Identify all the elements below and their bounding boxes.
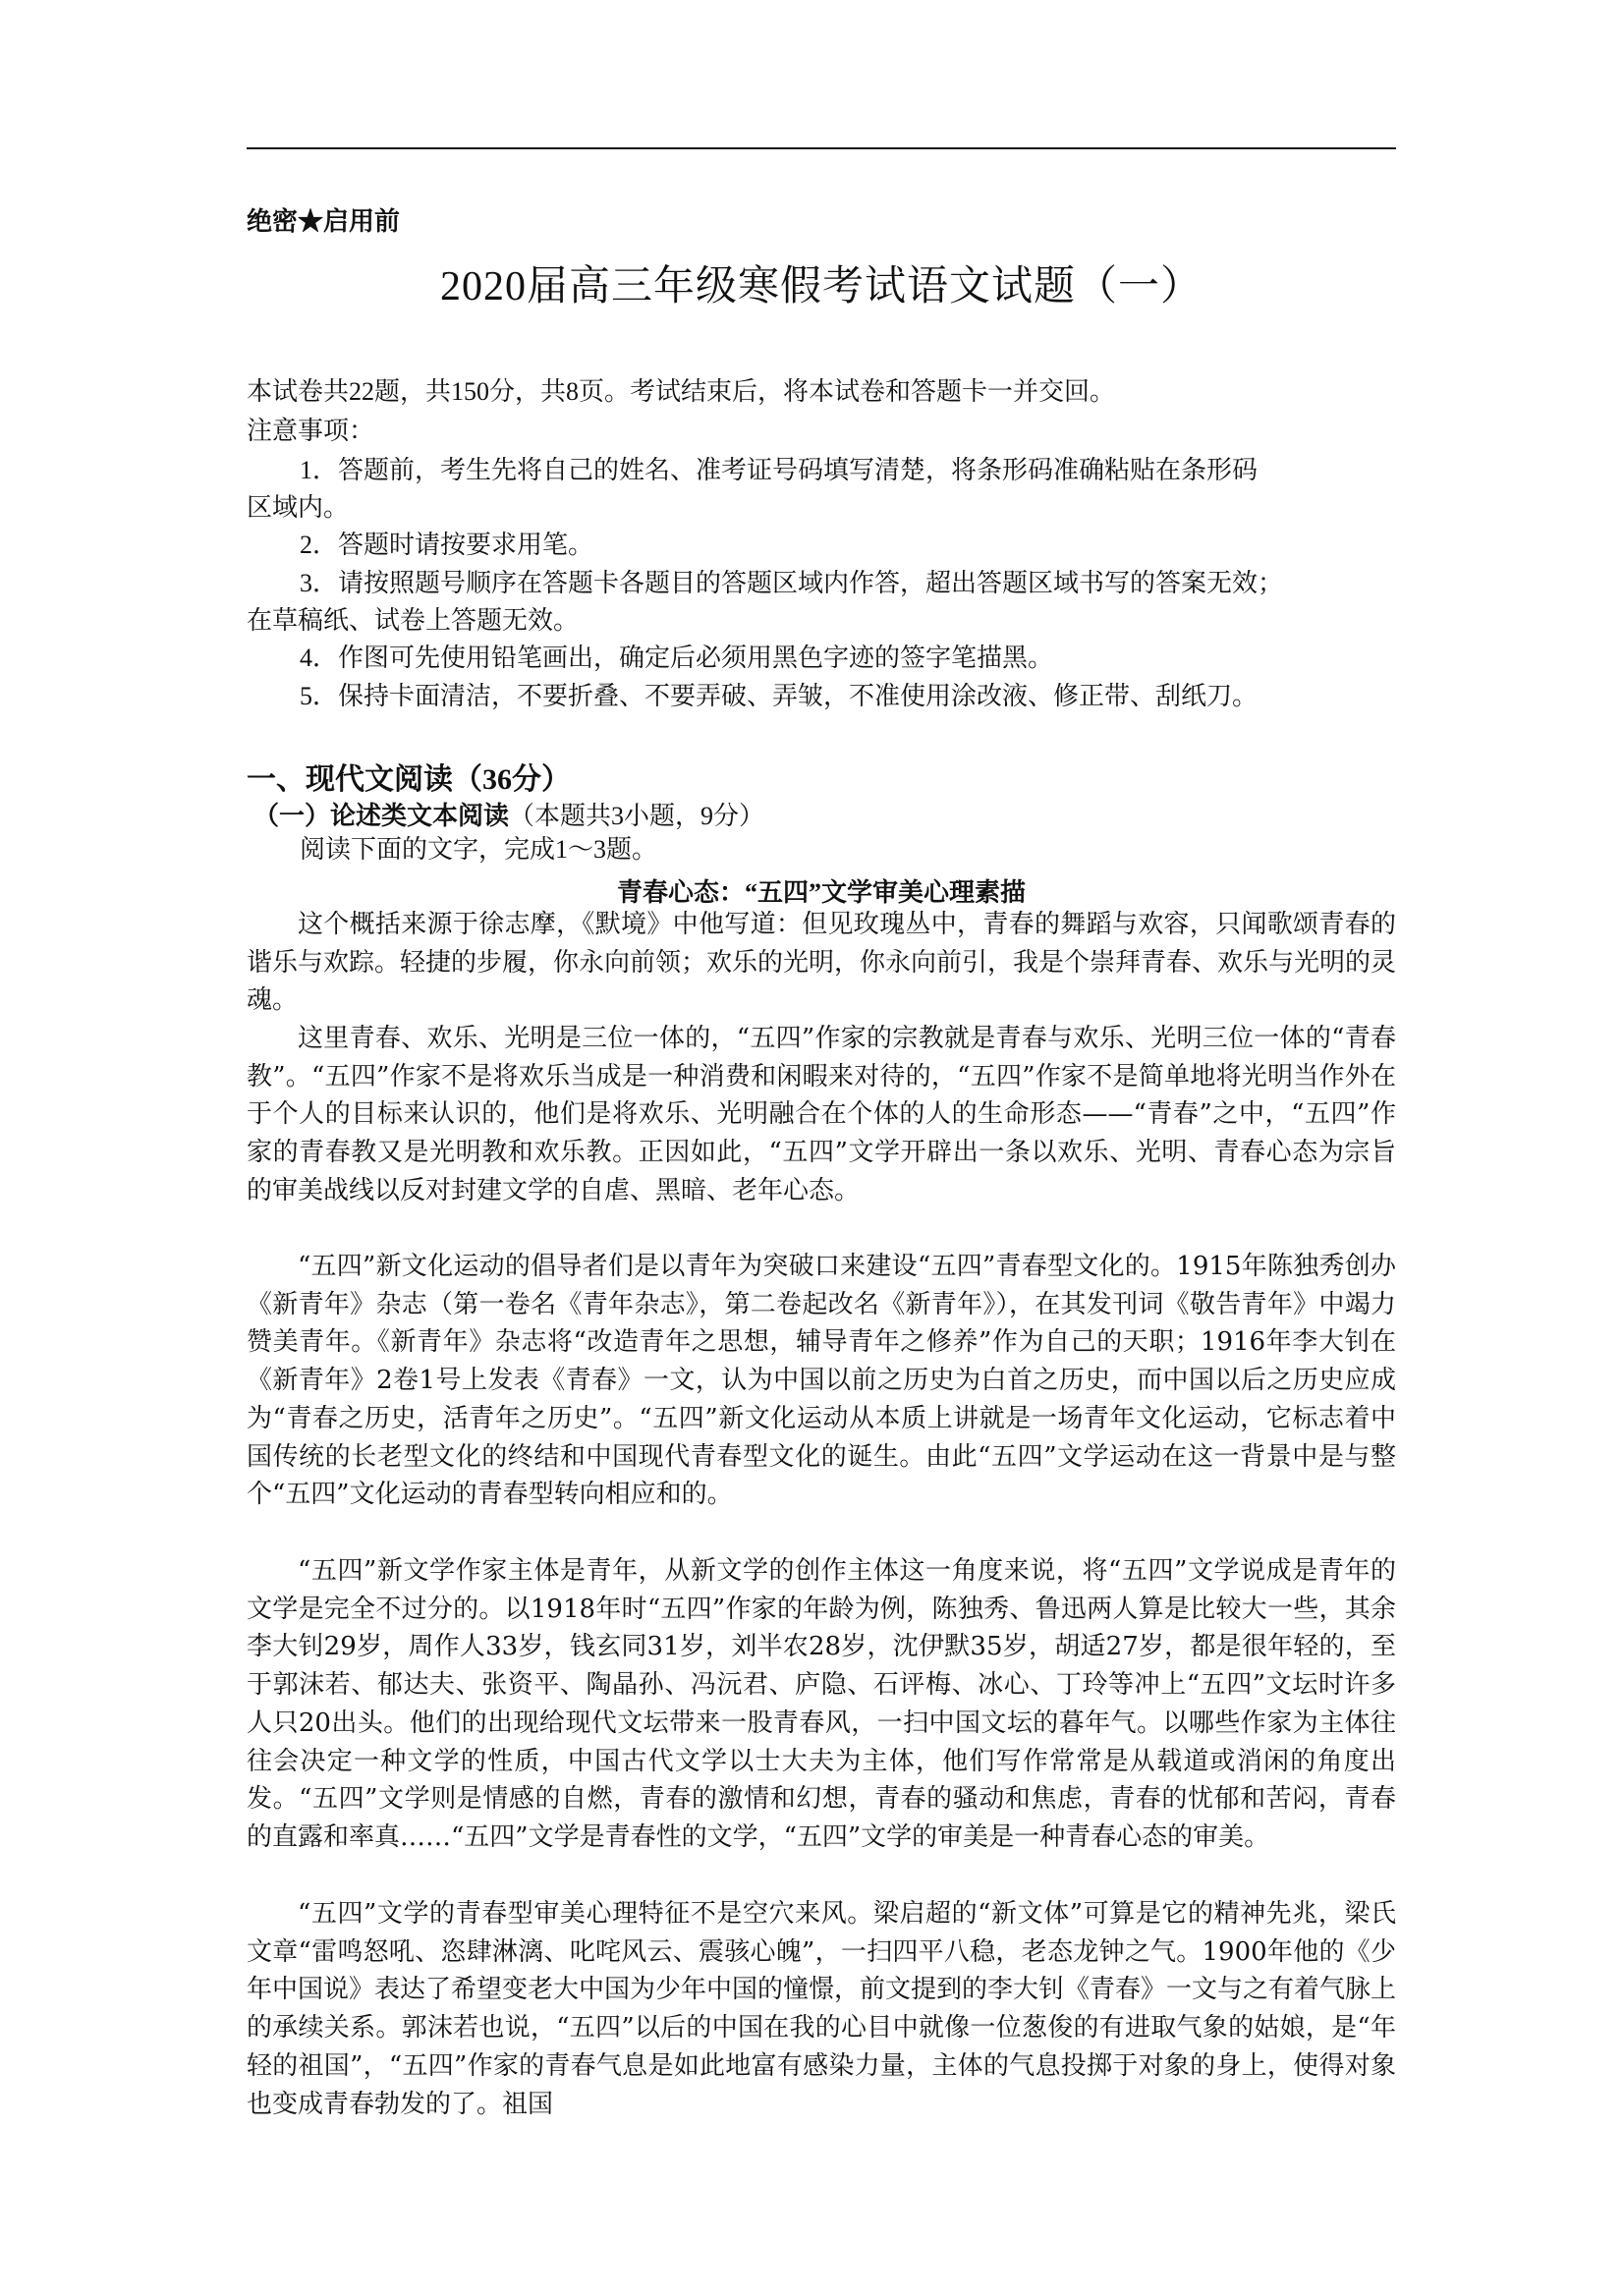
essay-paragraph-3: “五四”新文化运动的倡导者们是以青年为突破口来建设“五四”青春型文化的。1915年陈独秀创办《新青年》杂志（第一卷名《青年杂志》，第二卷起改名《新青年》），在其发刊词《敬告青年》中竭力赞美青年。《新青年》杂志将“改造青年之思想，辅导青年之修养”作为自己的天职；1916年李大钊在《新青年》2卷1号上发表《青春》一文，认为中国以前之历史为白首之历史，而中国以后之历史应成为“青春之历史，活青年之历史”。“五四”新文化运动从本质上讲就是一场青年文化运动，它标志着中国传统的长老型文化的终结和中国现代青春型文化的诞生。由此“五四”文学运动在这一背景中是与整个“五四”文化运动的青春型转向相应和的。 [247,1252,1396,1510]
exam-summary: 本试卷共22题，共150分，共8页。考试结束后，将本试卷和答题卡一并交回。 [247,377,1116,406]
section-heading: 一、现代文阅读（36分） [247,763,571,796]
note-1: 1．答题前，考生先将自己的姓名、准考证号码填写清楚，将条形码准确粘贴在条形码 [300,456,1259,484]
header-rule [247,147,1396,149]
note-5: 5．保持卡面清洁，不要折叠、不要弄破、弄皱，不准使用涂改液、修正带、刮纸刀。 [300,682,1259,710]
note-2: 2．答题时请按要求用笔。 [300,531,594,559]
classified-label: 绝密★启用前 [247,207,401,236]
reading-instruction: 阅读下面的文字，完成1～3题。 [300,835,658,864]
essay-title: 青春心态：“五四”文学审美心理素描 [616,878,1026,907]
essay-paragraph-2: 这里青春、欢乐、光明是三位一体的，“五四”作家的宗教就是青春与欢乐、光明三位一体的“青春教”。“五四”作家不是将欢乐当成是一种消费和闲暇来对待的，“五四”作家不是简单地将光明当作外在于个人的目标来认识的，他们是将欢乐、光明融合在个体的人的生命形态——“青春”之中，“五四”作家的青春教又是光明教和欢乐教。正因如此，“五四”文学开辟出一条以欢乐、光明、青春心态为宗旨的审美战线以反对封建文学的自虐、黑暗、老年心态。 [247,1024,1396,1205]
subsection-label: （一）论述类文本阅读 [253,802,510,830]
subsection-heading [253,796,764,832]
subsection-detail: （本题共3小题，9分） [509,802,765,830]
essay-paragraph-1: 这个概括来源于徐志摩，《默境》中他写道：但见玫瑰丛中，青春的舞蹈与欢容，只闻歌颂青春的谐乐与欢踪。轻捷的步履，你永向前领；欢乐的光明，你永向前引，我是个崇拜青春、欢乐与光明的灵魂。 [247,910,1397,1016]
note-4: 4．作图可先使用铅笔画出，确定后必须用黑色字迹的签字笔描黑。 [300,644,1054,672]
essay-paragraph-4: “五四”新文学作家主体是青年，从新文学的创作主体这一角度来说，将“五四”文学说成是青年的文学是完全不过分的。以1918年时“五四”作家的年龄为例，陈独秀、鲁迅两人算是比较大一些，其余李大钊29岁，周作人33岁，钱玄同31岁，刘半农28岁，沈伊默35岁，胡适27岁，都是很年轻的，至于郭沫若、郁达夫、张资平、陶晶孙、冯沅君、庐隐、石评梅、冰心、丁玲等冲上“五四”文坛时许多人只20出头。他们的出现给现代文坛带来一股青春风，一扫中国文坛的暮年气。以哪些作家为主体往往会决定一种文学的性质，中国古代文学以士大夫为主体，他们写作常常是从载道或消闲的角度出发。“五四”文学则是情感的自燃，青春的激情和幻想，青春的骚动和焦虑，青春的忧郁和苦闷，青春的直露和率真……“五四”文学是青春性的文学，“五四”文学的审美是一种青春心态的审美。 [247,1556,1396,1852]
essay-paragraph-5: “五四”文学的青春型审美心理特征不是空穴来风。梁启超的“新文体”可算是它的精神先兆，梁氏文章“雷鸣怒吼、恣肆淋漓、叱咤风云、震骇心魄”，一扫四平八稳，老态龙钟之气。1900年他的《少年中国说》表达了希望变老大中国为少年中国的憧憬，前文提到的李大钊《青春》一文与之有着气脉上的承续关系。郭沫若也说，“五四”以后的中国在我的心目中就像一位葱俊的有进取气象的姑娘，是“年轻的祖国”，“五四”作家的青春气息是如此地富有感染力量，主体的气息投掷于对象的身上，使得对象也变成青春勃发的了。祖国 [247,1899,1397,2119]
note-1-cont: 区域内。 [247,493,350,522]
notice-label: 注意事项： [247,417,375,445]
note-3: 3．请按照题号顺序在答题卡各题目的答题区域内作答，超出答题区域书写的答案无效； [300,569,1284,597]
exam-title: 2020届高三年级寒假考试语文试题（一） [439,264,1203,309]
note-3-cont: 在草稿纸、试卷上答题无效。 [247,606,580,635]
